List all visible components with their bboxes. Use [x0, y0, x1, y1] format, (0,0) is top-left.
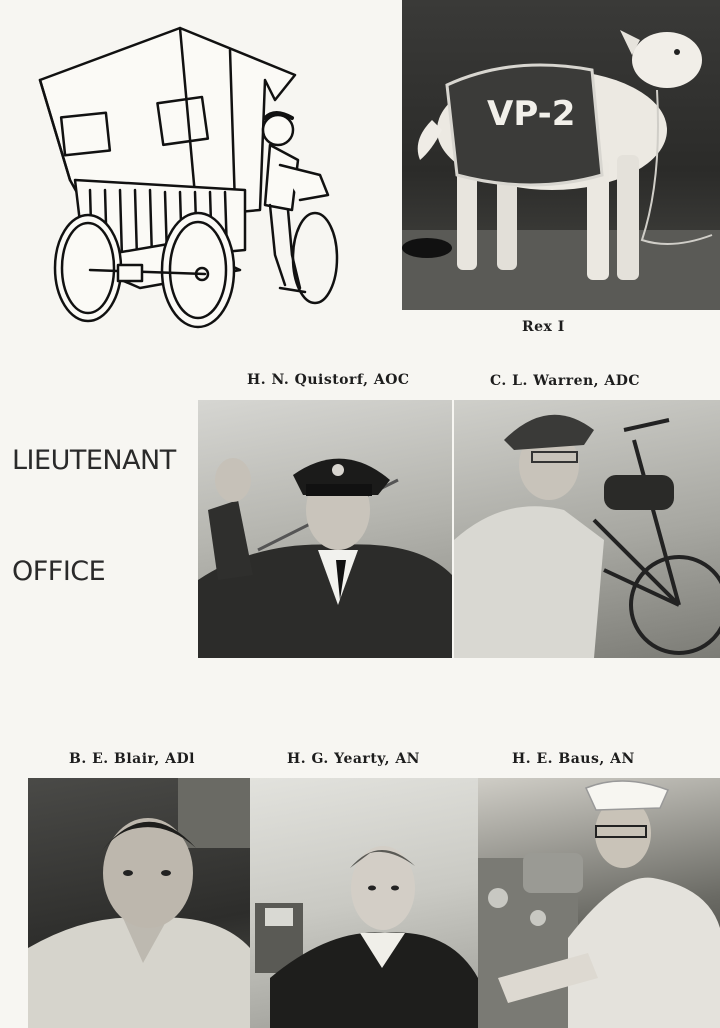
- caption-quistorf: H. N. Quistorf, AOC: [247, 372, 410, 388]
- caption-yearty: H. G. Yearty, AN: [287, 751, 420, 767]
- caption-warren: C. L. Warren, ADC: [490, 373, 641, 389]
- baus-photo: [478, 778, 720, 1028]
- quistorf-photo: [198, 400, 452, 658]
- caption-baus: H. E. Baus, AN: [512, 751, 635, 767]
- rickshaw-cartoon: [30, 20, 350, 340]
- blair-photo: [28, 778, 250, 1028]
- caption-blair: B. E. Blair, ADl: [69, 751, 195, 767]
- goat-mascot-photo: [402, 0, 720, 310]
- yearty-photo: [250, 778, 478, 1028]
- goat-coat-lettering: VP-2: [487, 94, 576, 134]
- warren-photo: [454, 400, 720, 658]
- office-heading: OFFICE: [12, 556, 106, 587]
- lieutenant-heading: LIEUTENANT: [12, 445, 176, 476]
- caption-rex: Rex I: [522, 319, 565, 335]
